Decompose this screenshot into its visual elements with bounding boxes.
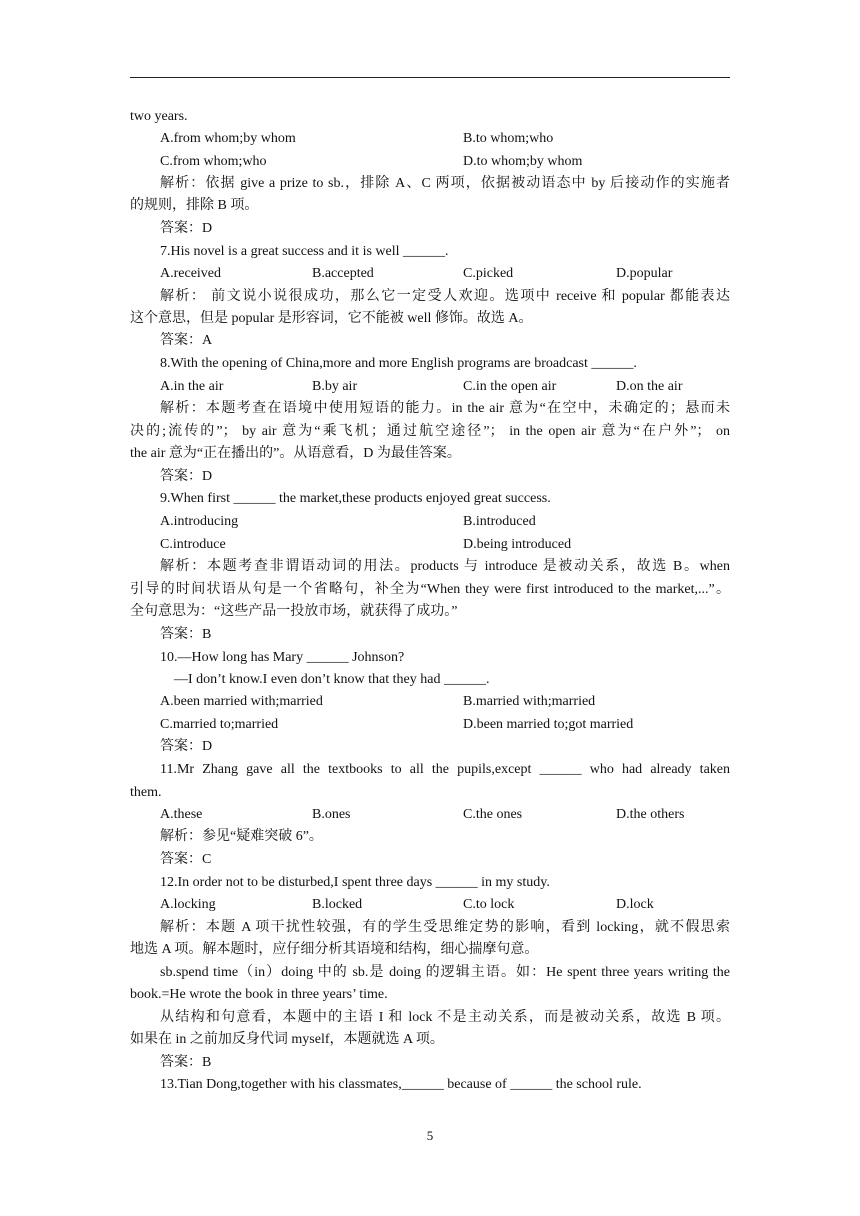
q9-option-d: D.being introduced [463, 537, 572, 552]
page-number: 5 [426, 1128, 434, 1143]
q6-tail: two years. [130, 109, 188, 124]
q11-answer: 答案：C [160, 852, 212, 867]
q10-stem-line-1: 10.—How long has Mary ______ Johnson? [160, 650, 405, 665]
q10-answer: 答案：D [160, 739, 213, 754]
q8-analysis-line-2: 决的;流传的”； by air 意为“乘飞机；通过航空途径”； in the open air 意为“在户外”； on [130, 424, 730, 439]
q9-option-a: A.introducing [160, 514, 239, 529]
q6-analysis-line-1: 解析：依据 give a prize to sb.，排除 A、C 两项，依据被动语态中 by 后接动作的实施者 [160, 176, 730, 191]
q9-stem: 9.When first ______ the market,these products enjoyed great success. [160, 491, 551, 506]
q13-stem: 13.Tian Dong,together with his classmates,______ because of ______ the school rule. [160, 1077, 642, 1092]
q9-answer: 答案：B [160, 627, 212, 642]
q8-option-c: C.in the open air [463, 379, 557, 394]
q7-option-a: A.received [160, 266, 222, 281]
q7-analysis-line-1: 解析： 前文说小说很成功，那么它一定受人欢迎。选项中 receive 和 popular 都能表达 [160, 289, 730, 304]
q10-option-d: D.been married to;got married [463, 717, 634, 732]
q12-analysis-line-4: book.=He wrote the book in three years’ time. [130, 987, 388, 1002]
q10-stem-line-2: —I don’t know.I even don’t know that they had ______. [174, 672, 490, 687]
q7-option-d: D.popular [616, 266, 673, 281]
header-rule [130, 77, 730, 78]
q10-option-a: A.been married with;married [160, 694, 323, 709]
q11-option-c: C.the ones [463, 807, 523, 822]
q12-answer: 答案：B [160, 1055, 212, 1070]
q11-stem-line-2: them. [130, 785, 162, 800]
q8-analysis-line-1: 解析：本题考查在语境中使用短语的能力。in the air 意为“在空中，未确定的；悬而未 [160, 401, 730, 416]
q10-option-b: B.married with;married [463, 694, 596, 709]
q8-stem: 8.With the opening of China,more and more English programs are broadcast ______. [160, 356, 637, 371]
q11-option-a: A.these [160, 807, 203, 822]
q12-option-d: D.lock [616, 897, 654, 912]
q12-analysis-line-2: 地选 A 项。解本题时，应仔细分析其语境和结构，细心揣摩句意。 [130, 942, 539, 957]
q11-stem-line-1: 11.Mr Zhang gave all the textbooks to all the pupils,except ______ who had already taken [160, 762, 730, 777]
q12-option-a: A.locking [160, 897, 216, 912]
q12-analysis-line-3: sb.spend time（in）doing 中的 sb.是 doing 的逻辑主语。如：He spent three years writing the [160, 965, 730, 980]
q8-option-b: B.by air [312, 379, 358, 394]
q12-option-c: C.to lock [463, 897, 515, 912]
q12-stem: 12.In order not to be disturbed,I spent three days ______ in my study. [160, 875, 550, 890]
q8-option-d: D.on the air [616, 379, 683, 394]
q11-option-d: D.the others [616, 807, 685, 822]
q11-option-b: B.ones [312, 807, 351, 822]
q9-analysis-line-2: 引导的时间状语从句是一个省略句，补全为“When they were first introduced to the market,...”。 [130, 582, 730, 597]
q9-option-b: B.introduced [463, 514, 536, 529]
q12-analysis-line-1: 解析：本题 A 项干扰性较强，有的学生受思维定势的影响，看到 locking，就不假思索 [160, 920, 730, 935]
q12-analysis-line-6: 如果在 in 之前加反身代词 myself，本题就选 A 项。 [130, 1032, 444, 1047]
q6-option-d: D.to whom;by whom [463, 154, 583, 169]
q6-answer: 答案：D [160, 221, 213, 236]
q10-option-c: C.married to;married [160, 717, 279, 732]
q11-analysis-line-1: 解析：参见“疑难突破 6”。 [160, 829, 323, 844]
q9-analysis-line-1: 解析：本题考查非谓语动词的用法。products 与 introduce 是被动关系，故选 B。when [160, 559, 730, 574]
q6-option-c: C.from whom;who [160, 154, 267, 169]
q7-option-b: B.accepted [312, 266, 374, 281]
q8-option-a: A.in the air [160, 379, 224, 394]
q8-answer: 答案：D [160, 469, 213, 484]
q12-analysis-line-5: 从结构和句意看，本题中的主语 I 和 lock 不是主动关系，而是被动关系，故选 B 项。 [160, 1010, 730, 1025]
q9-option-c: C.introduce [160, 537, 226, 552]
q6-option-b: B.to whom;who [463, 131, 554, 146]
q7-analysis-line-2: 这个意思，但是 popular 是形容词，它不能被 well 修饰。故选 A。 [130, 311, 533, 326]
q7-answer: 答案：A [160, 333, 213, 348]
q6-option-a: A.from whom;by whom [160, 131, 296, 146]
q7-option-c: C.picked [463, 266, 514, 281]
q9-analysis-line-3: 全句意思为：“这些产品一投放市场，就获得了成功。” [130, 604, 458, 619]
q12-option-b: B.locked [312, 897, 363, 912]
q8-analysis-line-3: the air 意为“正在播出的”。从语意看，D 为最佳答案。 [130, 446, 461, 461]
q7-stem: 7.His novel is a great success and it is well ______. [160, 244, 449, 259]
q6-analysis-line-2: 的规则，排除 B 项。 [130, 198, 259, 213]
